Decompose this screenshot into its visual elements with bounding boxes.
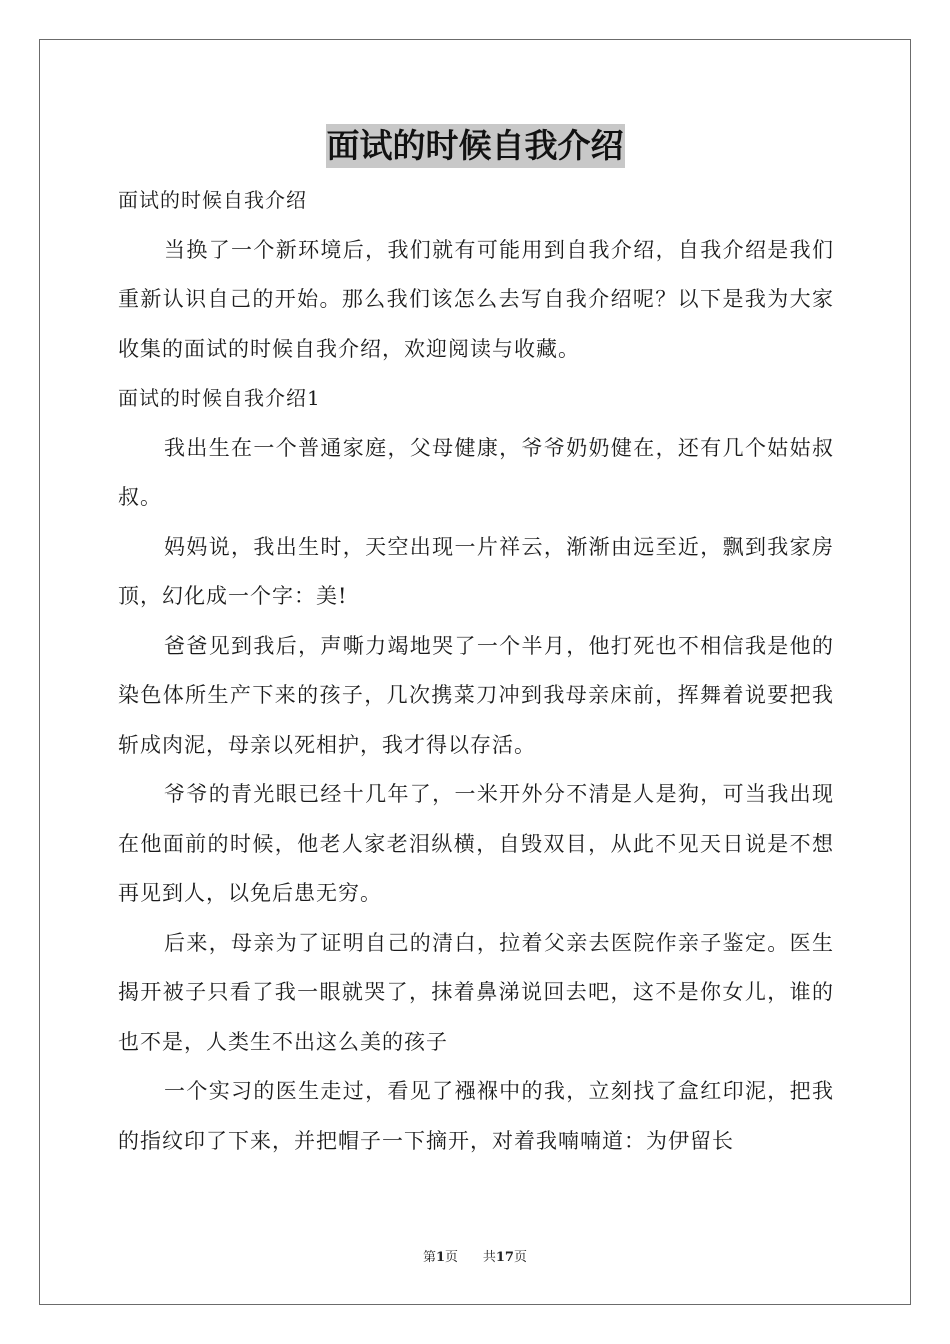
body-paragraph: 一个实习的医生走过，看见了襁褓中的我，立刻找了盒红印泥，把我的指纹印了下来，并把帽子一下摘开，对着我喃喃道：为伊留长 xyxy=(118,1079,834,1153)
document-title: 面试的时候自我介绍 xyxy=(326,124,625,168)
total-pages: 17 xyxy=(495,1250,514,1265)
body-paragraph: 妈妈说，我出生时，天空出现一片祥云，渐渐由远至近，飘到我家房顶，幻化成一个字：美! xyxy=(118,534,834,608)
total-indicator xyxy=(483,1250,527,1265)
body-paragraph: 爷爷的青光眼已经十几年了，一米开外分不清是人是狗，可当我出现在他面前的时候，他老人家老泪纵横，自毁双目，从此不见天日说是不想再见到人，以免后患无穷。 xyxy=(118,782,834,905)
total-prefix: 共 xyxy=(482,1250,496,1265)
section-heading: 面试的时候自我介绍 xyxy=(118,188,307,212)
document-body xyxy=(118,176,834,1166)
page-suffix: 页 xyxy=(445,1250,459,1265)
section-heading: 面试的时候自我介绍1 xyxy=(118,386,321,410)
page-number: 1 xyxy=(436,1250,446,1265)
title-container xyxy=(0,124,950,168)
body-paragraph: 当换了一个新环境后，我们就有可能用到自我介绍，自我介绍是我们重新认识自己的开始。那么我们该怎么去写自我介绍呢？以下是我为大家收集的面试的时候自我介绍，欢迎阅读与收藏。 xyxy=(118,237,834,361)
body-paragraph: 爸爸见到我后，声嘶力竭地哭了一个半月，他打死也不相信我是他的染色体所生产下来的孩子，几次携菜刀冲到我母亲床前，挥舞着说要把我斩成肉泥，母亲以死相护，我才得以存活。 xyxy=(118,633,834,757)
total-suffix: 页 xyxy=(513,1250,527,1265)
page-indicator xyxy=(423,1250,458,1265)
page-prefix: 第 xyxy=(422,1250,436,1265)
body-paragraph: 我出生在一个普通家庭，父母健康，爷爷奶奶健在，还有几个姑姑叔叔。 xyxy=(118,435,834,509)
page-footer xyxy=(0,1246,950,1265)
body-paragraph: 后来，母亲为了证明自己的清白，拉着父亲去医院作亲子鉴定。医生揭开被子只看了我一眼就哭了，抹着鼻涕说回去吧，这不是你女儿，谁的也不是，人类生不出这么美的孩子 xyxy=(118,930,834,1054)
